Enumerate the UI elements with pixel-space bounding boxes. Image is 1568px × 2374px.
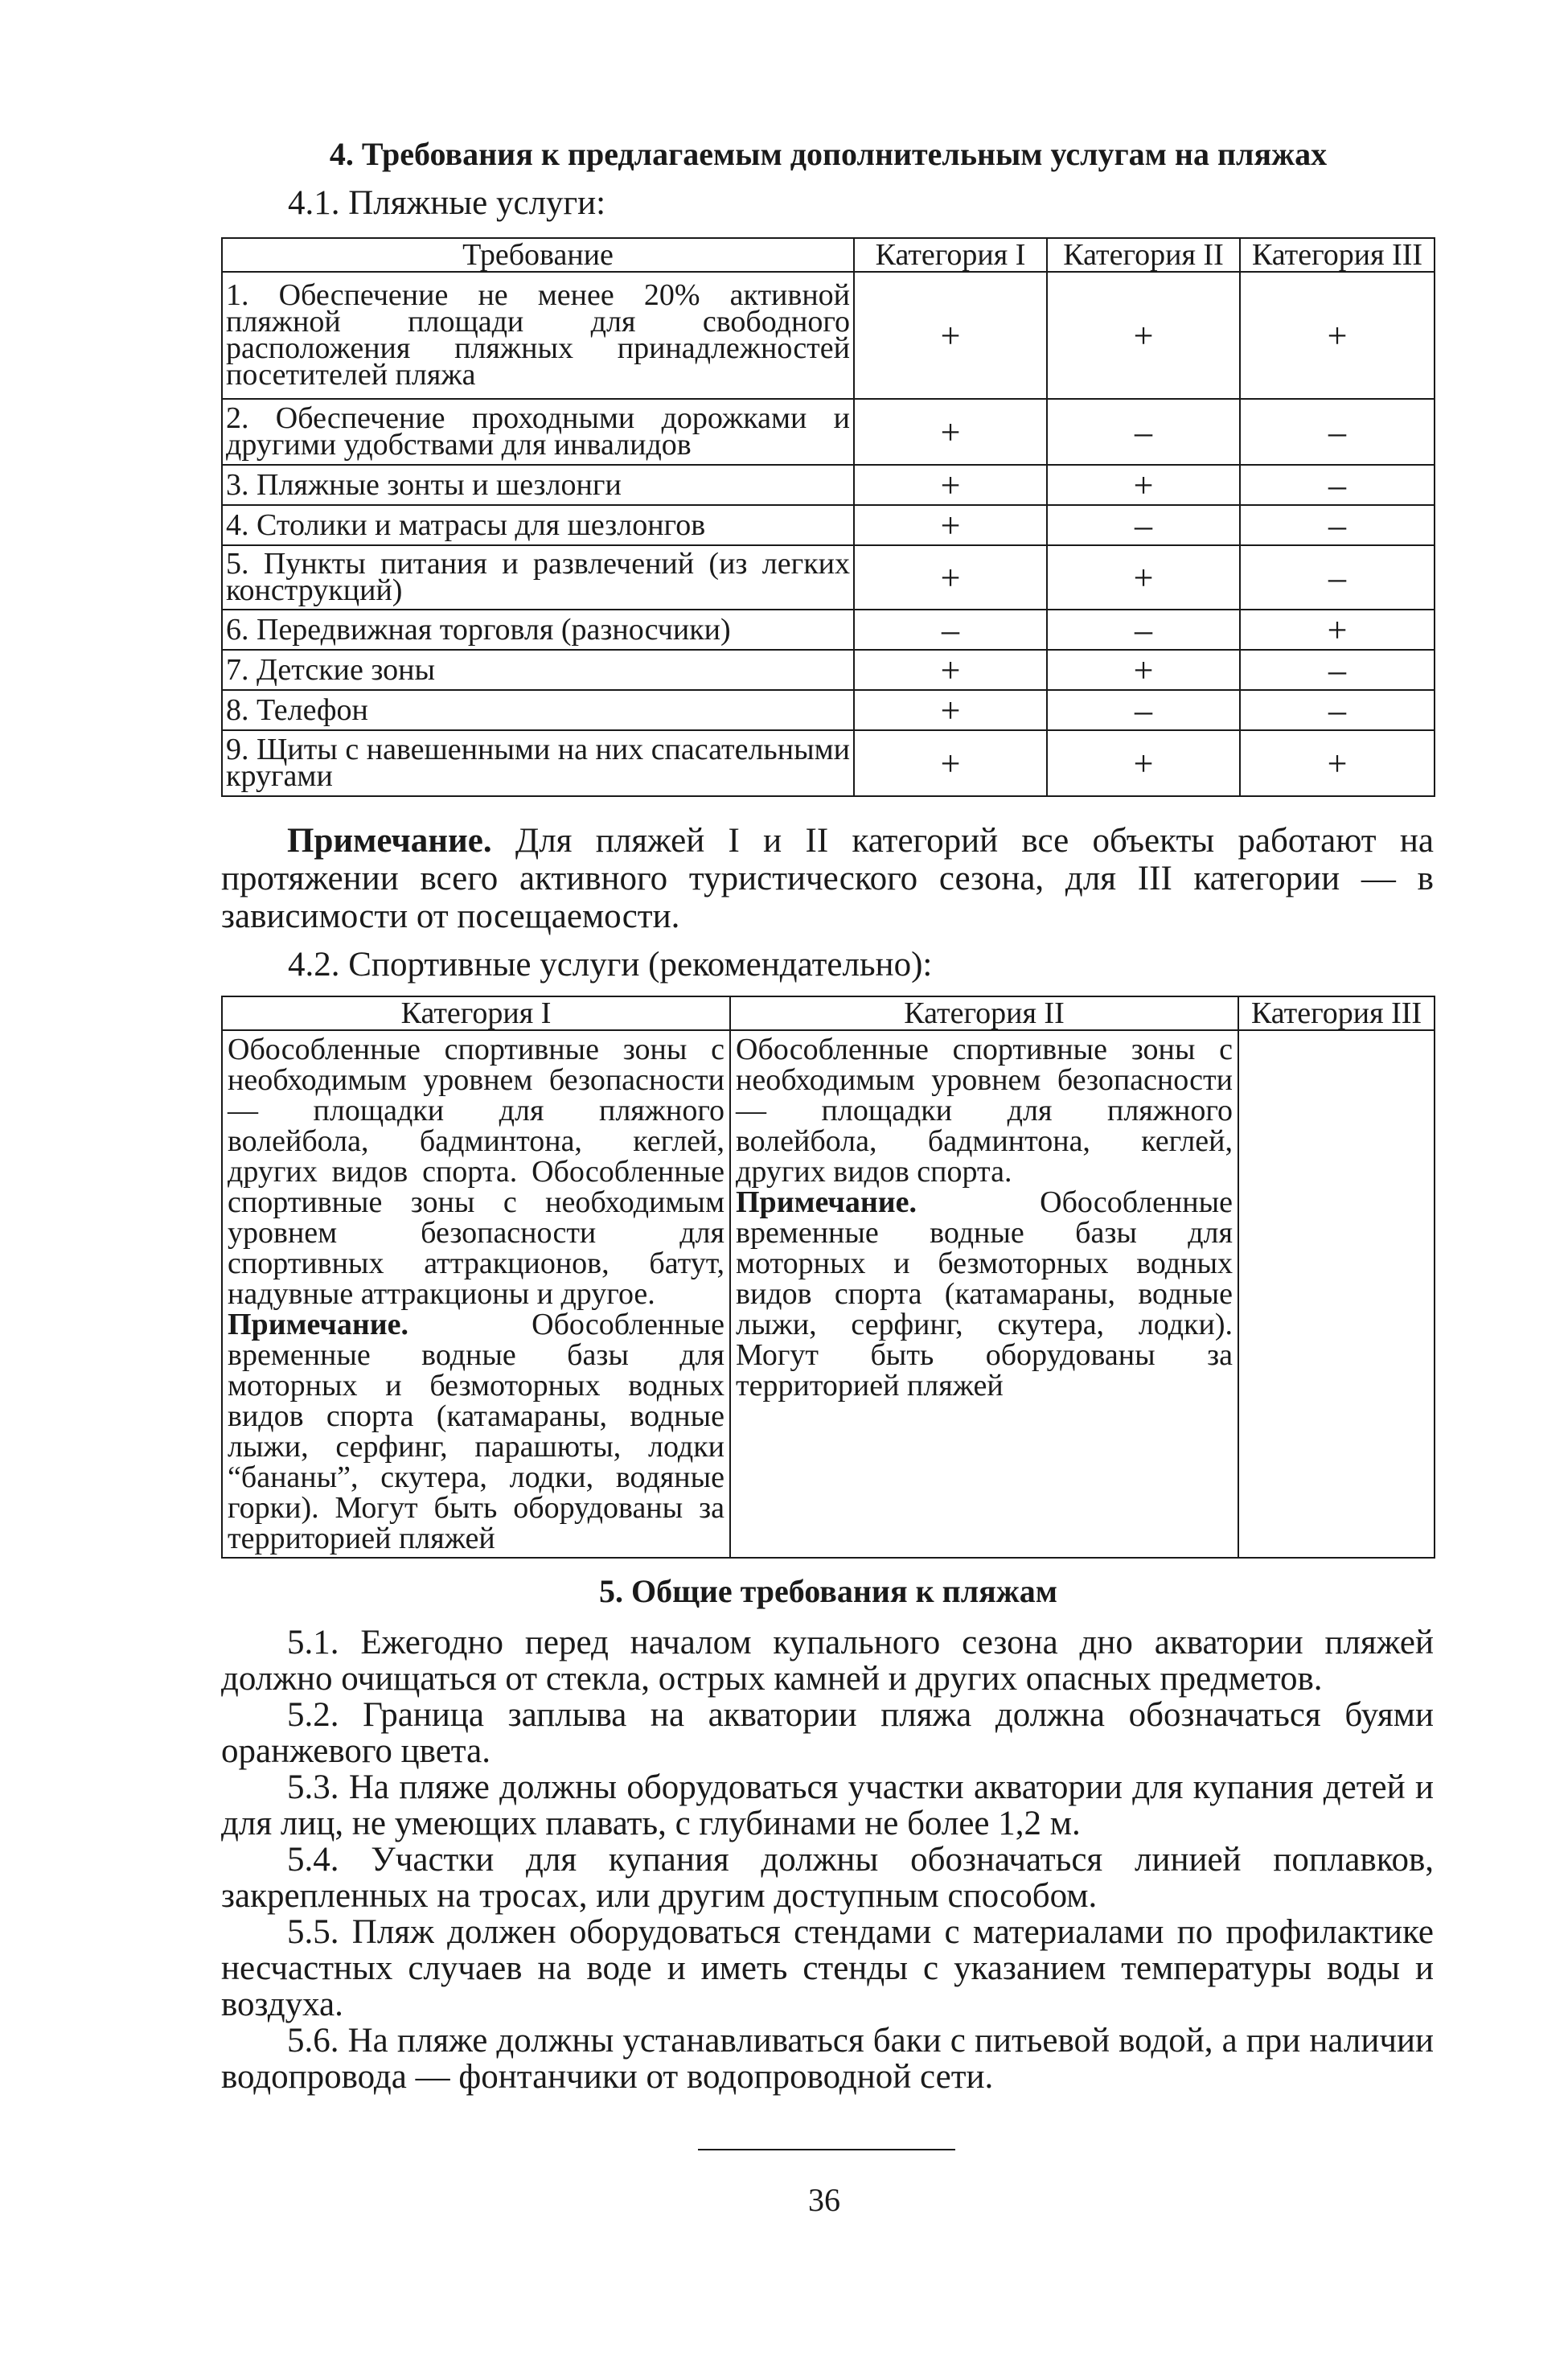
table-header-row (222, 238, 1435, 272)
header-category-2: Категория II (730, 996, 1238, 1030)
paragraph-5-6: 5.6. На пляже должны устанавливаться баки с питьевой водой, а при наличии водопровода — фонтанчики от водопроводной сети. (221, 2022, 1434, 2096)
category-3-mark: – (1240, 465, 1435, 505)
paragraph-5-4: 5.4. Участки для купания должны обозначаться линией поплавков, закрепленных на тросах, или другим доступным способом. (221, 1841, 1434, 1915)
requirement-cell: 8. Телефон (222, 690, 854, 730)
category-3-mark: + (1240, 730, 1435, 796)
category-1-cell (222, 1030, 730, 1558)
category-2-text: Обособленные спортивные зоны с необходимым уровнем безопасности — площадки для пляжного волейбола, бадминтона, кеглей, других видов спорта. (736, 1033, 1233, 1189)
note-label: Примечание. (287, 822, 492, 860)
category-1-mark: – (854, 610, 1047, 650)
table-row (222, 505, 1435, 545)
table-1-note (221, 822, 1434, 935)
section-4-title: 4. Требования к предлагаемым дополнительным услугам на пляжах (329, 136, 1328, 172)
paragraph-5-3: 5.3. На пляже должны оборудоваться участки акватории для купания детей и для лиц, не умеющих плавать, с глубинами не более 1,2 м. (221, 1768, 1434, 1842)
beach-services-table (221, 237, 1435, 797)
category-3-mark: – (1240, 650, 1435, 690)
section-5-body (221, 1624, 1434, 2095)
header-category-3: Категория III (1240, 238, 1435, 272)
category-1-mark: + (854, 505, 1047, 545)
category-2-cell (730, 1030, 1238, 1558)
table-row (222, 399, 1435, 465)
category-2-mark: – (1047, 610, 1240, 650)
category-2-mark: – (1047, 690, 1240, 730)
category-1-note-label: Примечание. (228, 1308, 408, 1341)
header-category-3: Категория III (1238, 996, 1435, 1030)
category-1-mark: + (854, 545, 1047, 610)
requirement-cell: 6. Передвижная торговля (разносчики) (222, 610, 854, 650)
category-2-mark: + (1047, 272, 1240, 399)
table-header-row (222, 996, 1435, 1030)
header-category-2: Категория II (1047, 238, 1240, 272)
category-2-mark: + (1047, 465, 1240, 505)
table-row (222, 465, 1435, 505)
category-1-mark: + (854, 399, 1047, 465)
paragraph-5-5: 5.5. Пляж должен оборудоваться стендами с материалами по профилактике несчастных случаев на воде и иметь стенды с указанием температуры воды и воздуха. (221, 1913, 1434, 2023)
category-2-note: Обособленные временные водные базы для моторных и безмоторных водных видов спорта (катамараны, водные лыжи, серфинг, скутера, лодки). Могут быть оборудованы за территорией пляжей (736, 1185, 1233, 1403)
category-1-mark: + (854, 650, 1047, 690)
requirement-cell: 7. Детские зоны (222, 650, 854, 690)
requirement-cell: 3. Пляжные зонты и шезлонги (222, 465, 854, 505)
requirement-cell: 5. Пункты питания и развлечений (из легких конструкций) (222, 545, 854, 610)
table-row (222, 545, 1435, 610)
footer-rule (698, 2149, 955, 2150)
category-3-mark: + (1240, 610, 1435, 650)
category-1-mark: + (854, 465, 1047, 505)
category-3-mark: – (1240, 505, 1435, 545)
category-1-mark: + (854, 272, 1047, 399)
category-3-mark: + (1240, 272, 1435, 399)
category-3-cell (1238, 1030, 1435, 1558)
table-row (222, 272, 1435, 399)
table-row (222, 730, 1435, 796)
header-requirement: Требование (222, 238, 854, 272)
requirement-cell: 2. Обеспечение проходными дорожками и другими удобствами для инвалидов (222, 399, 854, 465)
category-1-mark: + (854, 690, 1047, 730)
note-text: Для пляжей I и II категорий все объекты работают на протяжении всего активного туристического сезона, для III категории — в зависимости от посещаемости. (221, 822, 1434, 935)
category-2-note-label: Примечание. (736, 1185, 917, 1219)
header-category-1: Категория I (222, 996, 730, 1030)
subsection-4-1-heading: 4.1. Пляжные услуги: (288, 184, 606, 222)
category-3-mark: – (1240, 545, 1435, 610)
table-row (222, 1030, 1435, 1558)
sports-services-table (221, 996, 1435, 1559)
category-3-mark: – (1240, 690, 1435, 730)
category-2-mark: – (1047, 505, 1240, 545)
requirement-cell: 1. Обеспечение не менее 20% активной пляжной площади для свободного расположения пляжных принадлежностей посетителей пляжа (222, 272, 854, 399)
requirement-cell: 9. Щиты с навешенными на них спасательными кругами (222, 730, 854, 796)
paragraph-5-1: 5.1. Ежегодно перед началом купального сезона дно акватории пляжей должно очищаться от стекла, острых камней и других опасных предметов. (221, 1624, 1434, 1698)
table-row (222, 690, 1435, 730)
category-2-mark: – (1047, 399, 1240, 465)
table-row (222, 650, 1435, 690)
category-2-mark: + (1047, 650, 1240, 690)
section-5-title: 5. Общие требования к пляжам (598, 1573, 1058, 1609)
paragraph-5-2: 5.2. Граница заплыва на акватории пляжа должна обозначаться буями оранжевого цвета. (221, 1696, 1434, 1770)
subsection-4-2-heading: 4.2. Спортивные услуги (рекомендательно): (288, 946, 933, 984)
requirement-cell: 4. Столики и матрасы для шезлонгов (222, 505, 854, 545)
table-row (222, 610, 1435, 650)
category-1-text: Обособленные спортивные зоны с необходимым уровнем безопасности — площадки для пляжного волейбола, бадминтона, кеглей, других видов спорта. Обособленные спортивные зоны с необходимым уровнем безопасности для спортивных аттракционов, батут, надувные аттракционы и другое. (228, 1033, 724, 1311)
page-number: 36 (808, 2182, 840, 2218)
category-2-mark: + (1047, 730, 1240, 796)
category-2-mark: + (1047, 545, 1240, 610)
category-3-mark: – (1240, 399, 1435, 465)
category-1-note: Обособленные временные водные базы для моторных и безмоторных водных видов спорта (катамараны, водные лыжи, серфинг, парашюты, лодки “бананы”, скутера, лодки, водяные горки). Могут быть оборудованы за территорией пляжей (228, 1308, 724, 1555)
header-category-1: Категория I (854, 238, 1047, 272)
category-1-mark: + (854, 730, 1047, 796)
